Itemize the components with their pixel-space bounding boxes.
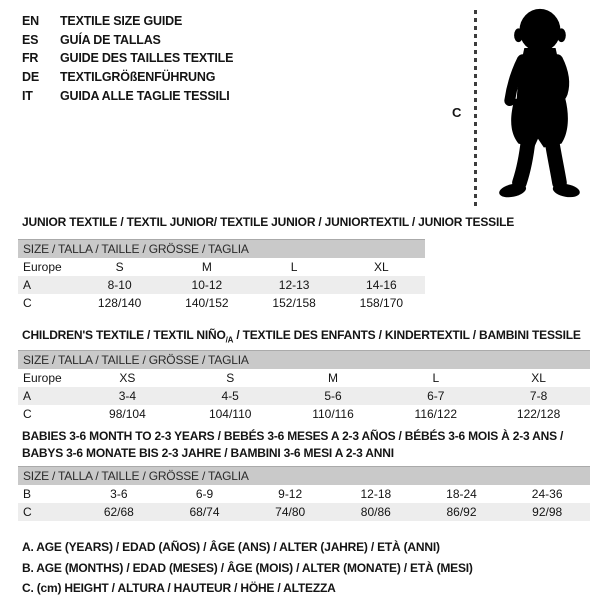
- cell: Europe: [23, 260, 62, 274]
- language-code: IT: [22, 88, 33, 103]
- language-row-en: [22, 12, 233, 31]
- size-header-bar: SIZE / TALLA / TAILLE / GRÖSSE / TAGLIA: [18, 350, 590, 369]
- cell: B: [23, 487, 32, 501]
- cell: A: [23, 389, 32, 403]
- cell: 122/128: [516, 407, 561, 421]
- cell: 86/92: [446, 505, 477, 519]
- height-dashed-line: [474, 10, 477, 208]
- toddler-silhouette: [486, 5, 590, 210]
- cell: 12-18: [360, 487, 392, 501]
- note-age-months: B. AGE (MONTHS) / EDAD (MESES) / ÂGE (MOIS) / ALTER (MONATE) / ETÀ (MESI): [22, 560, 473, 575]
- language-code: DE: [22, 70, 39, 85]
- size-header-bar: SIZE / TALLA / TAILLE / GRÖSSE / TAGLIA: [18, 239, 425, 258]
- cell: 10-12: [191, 278, 223, 292]
- cell: 18-24: [446, 487, 477, 501]
- cell: 3-6: [110, 487, 128, 501]
- babies-title-line1: BABIES 3-6 MONTH TO 2-3 YEARS / BEBÉS 3-6 MESES A 2-3 AÑOS / BÉBÉS 3-6 MOIS À 2-3 ANS /: [22, 429, 564, 443]
- language-title: TEXTILE SIZE GUIDE: [60, 14, 183, 29]
- legend-notes: [22, 537, 473, 599]
- cell: 24-36: [531, 487, 563, 501]
- cell: 6-7: [427, 389, 445, 403]
- table-row-height: [18, 294, 425, 312]
- children-title-sub: /A: [225, 335, 234, 345]
- cell: 140/152: [185, 296, 229, 310]
- cell: 68/74: [189, 505, 220, 519]
- language-code: FR: [22, 51, 39, 66]
- cell: 9-12: [278, 487, 303, 501]
- note-age-years: A. AGE (YEARS) / EDAD (AÑOS) / ÂGE (ANS) / ALTER (JAHRE) / ETÀ (ANNI): [22, 540, 440, 554]
- cell: 4-5: [221, 389, 239, 403]
- babies-table: [18, 466, 590, 521]
- cell: M: [327, 371, 338, 385]
- cell: 12-13: [278, 278, 310, 292]
- cell: 104/110: [208, 407, 252, 421]
- cell: 74/80: [275, 505, 306, 519]
- language-row-de: [22, 68, 233, 87]
- cell: 152/158: [272, 296, 316, 310]
- note-height-cm: C. (cm) HEIGHT / ALTURA / HAUTEUR / HÖHE / ALTEZZA: [22, 581, 336, 595]
- language-title: GUÍA DE TALLAS: [60, 32, 161, 47]
- junior-table-title: JUNIOR TEXTILE / TEXTIL JUNIOR/ TEXTILE JUNIOR / JUNIORTEXTIL / JUNIOR TESSILE: [22, 215, 515, 229]
- cell: M: [201, 260, 212, 274]
- cell: XS: [119, 371, 136, 385]
- size-figure: [440, 0, 600, 214]
- cell: S: [115, 260, 124, 274]
- height-label-c: C: [452, 105, 462, 120]
- children-title-pre: CHILDREN'S TEXTILE / TEXTIL NIÑO: [22, 328, 226, 342]
- cell: L: [290, 260, 298, 274]
- table-row-height: [18, 405, 590, 423]
- language-row-es: [22, 31, 233, 50]
- language-title: GUIDE DES TAILLES TEXTILE: [60, 51, 234, 66]
- cell: 158/170: [359, 296, 404, 310]
- table-row-age: [18, 276, 425, 294]
- babies-title-line2: BABYS 3-6 MONATE BIS 2-3 JAHRE / BAMBINI 3-6 MESI A 2-3 ANNI: [22, 446, 394, 460]
- cell: 98/104: [109, 407, 146, 421]
- cell: A: [23, 278, 32, 292]
- cell: L: [432, 371, 440, 385]
- language-code: ES: [22, 32, 39, 47]
- cell: 92/98: [532, 505, 563, 519]
- cell: 128/140: [97, 296, 142, 310]
- cell: 62/68: [103, 505, 134, 519]
- cell: XL: [531, 371, 546, 385]
- language-title: TEXTILGRÖßENFÜHRUNG: [60, 70, 216, 85]
- table-row-months: [18, 485, 590, 503]
- cell: 7-8: [529, 389, 548, 403]
- language-list: [22, 12, 233, 105]
- children-table-title: [22, 328, 581, 344]
- cell: 6-9: [195, 487, 214, 501]
- language-title: GUIDA ALLE TAGLIE TESSILI: [60, 88, 230, 103]
- cell: C: [23, 505, 32, 519]
- cell: 116/122: [414, 407, 458, 421]
- table-row-region: [18, 258, 425, 276]
- babies-table-title: [22, 428, 563, 462]
- children-table: [18, 350, 590, 423]
- cell: S: [226, 371, 235, 385]
- language-row-fr: [22, 49, 233, 68]
- cell: 5-6: [324, 389, 342, 403]
- children-title-post: / TEXTILE DES ENFANTS / KINDERTEXTIL / BAMBINI TESSILE: [233, 328, 581, 342]
- table-row-height: [18, 503, 590, 521]
- cell: 14-16: [366, 278, 397, 292]
- language-code: EN: [22, 14, 39, 29]
- cell: 110/116: [312, 407, 354, 421]
- cell: C: [23, 407, 32, 421]
- table-row-age: [18, 387, 590, 405]
- cell: C: [23, 296, 32, 310]
- cell: XL: [374, 260, 389, 274]
- language-row-it: [22, 86, 233, 105]
- table-row-region: [18, 369, 590, 387]
- cell: 8-10: [107, 278, 132, 292]
- size-header-bar: SIZE / TALLA / TAILLE / GRÖSSE / TAGLIA: [18, 466, 590, 485]
- cell: 80/86: [360, 505, 391, 519]
- junior-table: [18, 239, 425, 312]
- cell: Europe: [23, 371, 62, 385]
- cell: 3-4: [118, 389, 137, 403]
